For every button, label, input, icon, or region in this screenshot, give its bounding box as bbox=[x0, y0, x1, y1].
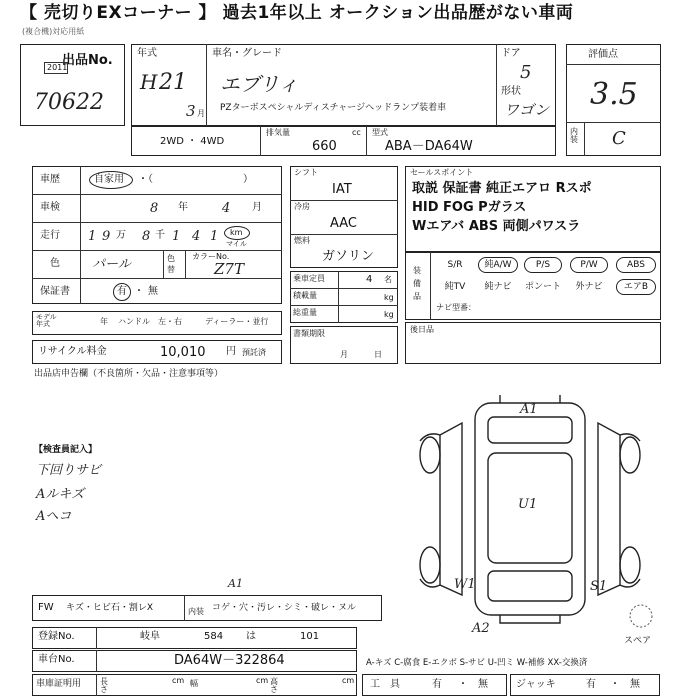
equip-abs: ABS bbox=[616, 257, 656, 273]
mileage-d6: 1 bbox=[172, 229, 181, 244]
damage-legend: A-キズ C-腐食 E-エクボ S-サビ U-凹ミ W-補修 XX-交換済 bbox=[366, 658, 588, 668]
displacement-value: 660 bbox=[312, 139, 337, 154]
tools-yes: 有 bbox=[432, 679, 442, 690]
mark-s1: S1 bbox=[590, 579, 608, 594]
score-value: 3.5 bbox=[590, 77, 638, 112]
capacity-label: 乗車定員 bbox=[293, 274, 325, 283]
capacity-unit: 名 bbox=[384, 275, 392, 284]
drive: 2WD ・ 4WD bbox=[160, 136, 225, 147]
type-label: 型式 bbox=[372, 128, 388, 137]
score-label: 評価点 bbox=[588, 49, 618, 60]
mark-a1-fw: A1 bbox=[228, 577, 243, 590]
model-change-year: 年 bbox=[100, 317, 108, 326]
warranty-sep: ・ bbox=[134, 286, 144, 297]
recycle-label: リサイクル料金 bbox=[38, 346, 107, 357]
cert-width-unit: cm bbox=[256, 676, 269, 685]
model-label: 車名・グレード bbox=[212, 48, 282, 59]
inspection-label: 車検 bbox=[40, 202, 60, 213]
equip-aw: 純A/W bbox=[478, 257, 518, 273]
docs-day: 日 bbox=[374, 350, 382, 359]
sheet-type: (複合機)対応用紙 bbox=[22, 27, 85, 36]
mark-w1: W1 bbox=[454, 577, 476, 592]
load-label: 積載量 bbox=[293, 291, 317, 300]
banner: 【 売切りEXコーナー 】 過去1年以上 オークション出品歴がない車両 bbox=[20, 3, 574, 23]
year-era: H bbox=[140, 70, 158, 94]
gross-unit: kg bbox=[384, 310, 394, 319]
after-box bbox=[405, 322, 661, 364]
nav-label: ナビ型番： bbox=[436, 303, 476, 312]
equip-nav: 純ナビ bbox=[484, 282, 512, 292]
chassis-label: 車台No. bbox=[38, 654, 75, 665]
reg-number: 101 bbox=[300, 631, 320, 642]
equip-pw: P/W bbox=[570, 257, 608, 273]
jack-yes: 有 bbox=[586, 679, 596, 690]
doors-value: 5 bbox=[520, 62, 532, 83]
inspection-year: 8 bbox=[150, 201, 159, 216]
model-grade: PZターボスペシャルディスチャージヘッドランプ装着車 bbox=[220, 103, 447, 113]
mileage-d7: 4 bbox=[192, 229, 201, 244]
recycle-note: 預託済 bbox=[242, 348, 266, 357]
color-value: パール bbox=[92, 257, 131, 272]
spare-wheel-icon bbox=[628, 603, 654, 629]
year-value: 21 bbox=[159, 70, 187, 95]
type-value: ABA－DA64W bbox=[385, 139, 473, 154]
mileage-unit2: マイル bbox=[226, 240, 247, 248]
equip-extnav: 外ナビ bbox=[575, 282, 603, 292]
inspector-line-1: 下回りサビ bbox=[36, 463, 102, 478]
mark-a1-top: A1 bbox=[520, 402, 538, 417]
shift-value: IAT bbox=[332, 182, 352, 197]
tools-label: 工 具 bbox=[370, 679, 400, 690]
doors-label: ドア bbox=[501, 48, 521, 59]
interior-label: 内装 bbox=[570, 127, 578, 144]
inspection-month-unit: 月 bbox=[252, 202, 262, 213]
fuel-value: ガソリン bbox=[322, 249, 375, 264]
chassis-value: DA64W－322864 bbox=[174, 653, 285, 668]
mileage-d8: 1 bbox=[210, 229, 219, 244]
equip-tv: 純TV bbox=[444, 282, 466, 292]
mileage-d5: 千 bbox=[155, 230, 165, 241]
gross-label: 総重量 bbox=[293, 308, 317, 317]
model-name: エブリィ bbox=[220, 72, 299, 96]
cert-height: 高さ bbox=[270, 677, 278, 694]
equip-ps: P/S bbox=[524, 257, 562, 273]
load-unit: kg bbox=[384, 293, 394, 302]
model-change-dealer: ディーラー・並行 bbox=[205, 317, 269, 326]
fw-interior: 内装 bbox=[188, 607, 204, 616]
tools-sep: ・ bbox=[458, 679, 468, 690]
mileage-d4: 8 bbox=[142, 229, 151, 244]
jack-no: 無 bbox=[630, 679, 640, 690]
color-label: 色 bbox=[50, 258, 60, 269]
capacity-value: 4 bbox=[366, 274, 373, 285]
fw-text: キズ・ヒビ石・割レX bbox=[66, 603, 153, 613]
inspector-line-2: Aルキズ bbox=[36, 487, 85, 502]
fw-label: FW bbox=[38, 602, 54, 613]
color-code: Z7T bbox=[214, 260, 244, 278]
mark-u1: U1 bbox=[518, 497, 538, 512]
spare-label: スペア bbox=[624, 636, 652, 646]
shift-label: シフト bbox=[294, 168, 318, 177]
tools-no: 無 bbox=[478, 679, 488, 690]
sales-line-3: Wエアバ ABS 両側パワスラ bbox=[412, 219, 581, 234]
model-change-handle: ハンドル 左・右 bbox=[118, 317, 182, 326]
reg-kana: は bbox=[246, 631, 256, 642]
fuel-label: 燃料 bbox=[294, 236, 310, 245]
mark-a2: A2 bbox=[472, 621, 490, 636]
cert-label: 車庫証明用 bbox=[36, 679, 82, 689]
equip-sr: S/R bbox=[447, 260, 463, 270]
model-change-label: モデル年式 bbox=[36, 313, 57, 328]
jack-label: ジャッキ bbox=[516, 679, 556, 690]
cert-len: 長さ bbox=[100, 677, 108, 694]
shape-label: 形状 bbox=[501, 86, 521, 97]
shape-value: ワゴン bbox=[504, 101, 550, 119]
equip-airbag: エアB bbox=[616, 279, 656, 295]
mileage-unit: km bbox=[230, 228, 243, 237]
history-value: 自家用 bbox=[94, 174, 124, 185]
notes-label: 出品店申告欄（不良箇所・欠品・注意事項等） bbox=[34, 369, 224, 379]
jack-sep: ・ bbox=[610, 679, 620, 690]
recycle-value: 10,010 bbox=[160, 345, 206, 360]
cert-height-unit: cm bbox=[342, 676, 355, 685]
inspector-label: 【検査員記入】 bbox=[34, 445, 98, 455]
equipment-label: 装備品 bbox=[413, 266, 421, 301]
after-label: 後日品 bbox=[410, 325, 434, 334]
reg-pref: 岐阜 bbox=[140, 631, 160, 642]
mileage-label: 走行 bbox=[40, 230, 60, 241]
displacement-label: 排気量 bbox=[266, 128, 290, 137]
displacement-unit: cc bbox=[352, 128, 361, 137]
cert-width: 幅 bbox=[190, 679, 198, 688]
color-code-label: カラーNo. bbox=[192, 252, 230, 261]
sales-line-2: HID FOG Pガラス bbox=[412, 200, 527, 215]
lot-label: 出品No. bbox=[62, 53, 113, 68]
docs-label: 書類期限 bbox=[293, 329, 325, 338]
lot-number: 70622 bbox=[34, 90, 104, 115]
warranty-yes: 有 bbox=[117, 286, 127, 297]
year-month: 3 bbox=[186, 102, 196, 120]
aircon-label: 冷房 bbox=[294, 202, 310, 211]
sales-label: セールスポイント bbox=[410, 168, 474, 177]
warranty-label: 保証書 bbox=[40, 286, 70, 297]
mileage-d1: 1 bbox=[88, 229, 97, 244]
history-label: 車歴 bbox=[40, 174, 60, 185]
equip-port: ポンート bbox=[525, 282, 562, 292]
reg-class: 584 bbox=[204, 631, 224, 642]
docs-month: 月 bbox=[340, 350, 348, 359]
fw-text2: コゲ・穴・汚レ・シミ・破レ・ヌル bbox=[212, 603, 357, 613]
lot-year: 2011 bbox=[47, 63, 68, 72]
mileage-d3: 万 bbox=[116, 230, 126, 241]
sales-line-1: 取説 保証書 純正エアロ Rスポ bbox=[412, 181, 592, 196]
interior-value: C bbox=[612, 128, 626, 149]
inspector-line-3: Aヘコ bbox=[36, 509, 72, 524]
reg-label: 登録No. bbox=[38, 631, 75, 642]
aircon-value: AAC bbox=[330, 216, 357, 231]
history-rest: ・（ ） bbox=[138, 174, 253, 185]
recycle-unit: 円 bbox=[226, 346, 236, 357]
warranty-no: 無 bbox=[148, 286, 158, 297]
year-month-unit: 月 bbox=[197, 109, 205, 118]
mileage-d2: 9 bbox=[102, 229, 111, 244]
year-label: 年式 bbox=[137, 48, 157, 59]
inspection-month: 4 bbox=[222, 201, 231, 216]
color-change-label: 色替 bbox=[167, 254, 175, 274]
cert-len-unit: cm bbox=[172, 676, 185, 685]
inspection-year-unit: 年 bbox=[178, 202, 188, 213]
